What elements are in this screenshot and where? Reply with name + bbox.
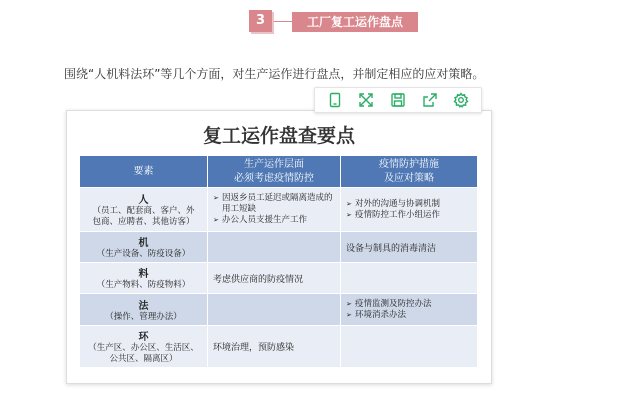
fullscreen-button[interactable]: [355, 89, 377, 111]
save-icon: [390, 92, 406, 108]
section-divider: [274, 21, 292, 22]
table-row: [80, 294, 478, 326]
share-icon: [422, 92, 438, 108]
share-button[interactable]: [419, 89, 441, 111]
operations-cell: 考虑供应商的防疫情况: [208, 263, 341, 294]
image-card[interactable]: [66, 110, 492, 384]
phone-preview-button[interactable]: [324, 89, 346, 111]
expand-icon: [358, 92, 374, 108]
table-row: [80, 188, 478, 232]
header-operations: 生产运作层面 必须考虑疫情防控: [208, 156, 341, 188]
header-element: 要素: [80, 156, 208, 188]
operations-cell: [208, 294, 341, 326]
measures-cell: 设备与制具的消毒清洁: [341, 232, 478, 263]
save-button[interactable]: [387, 89, 409, 111]
table-row: [80, 326, 478, 368]
measures-cell: [341, 263, 478, 294]
element-cell: 法 （操作、管理办法）: [80, 294, 208, 326]
measures-cell: ➢ 对外的沟通与协调机制 ➢ 疫情防控工作小组运作: [341, 188, 478, 232]
phone-icon: [327, 92, 343, 108]
element-cell: 环 （生产区、办公区、生活区、 公共区、隔离区）: [80, 326, 208, 368]
section-number: 3: [249, 10, 272, 32]
section-title: 工厂复工运作盘点: [292, 12, 418, 32]
element-cell: 料 （生产物料、防疫物料）: [80, 263, 208, 294]
element-cell: 机 （生产设备、防疫设备）: [80, 232, 208, 263]
operations-cell: ➢ 因返乡员工延迟或隔离造成的用工短缺 ➢ 办公人员支援生产工作: [208, 188, 341, 232]
settings-button[interactable]: [450, 89, 472, 111]
operations-cell: 环境治理，预防感染: [208, 326, 341, 368]
header-measures: 疫情防护措施 及应对策略: [341, 156, 478, 188]
figure-title: 复工运作盘查要点: [202, 125, 355, 147]
operations-cell: [208, 232, 341, 263]
intro-paragraph: 围绕“人机料法环”等几个方面，对生产运作进行盘点，并制定相应的应对策略。: [64, 67, 485, 81]
checkpoint-table: [79, 155, 478, 368]
table-row: [80, 263, 478, 294]
measures-cell: ➢ 疫情监测及防控办法 ➢ 环境消杀办法: [341, 294, 478, 326]
measures-cell: [341, 326, 478, 368]
gear-icon: [453, 92, 469, 108]
element-cell: 人 （员工、配套商、客户、外 包商、应聘者、其他访客）: [80, 188, 208, 232]
image-toolbar: [314, 87, 482, 113]
table-row: [80, 232, 478, 263]
